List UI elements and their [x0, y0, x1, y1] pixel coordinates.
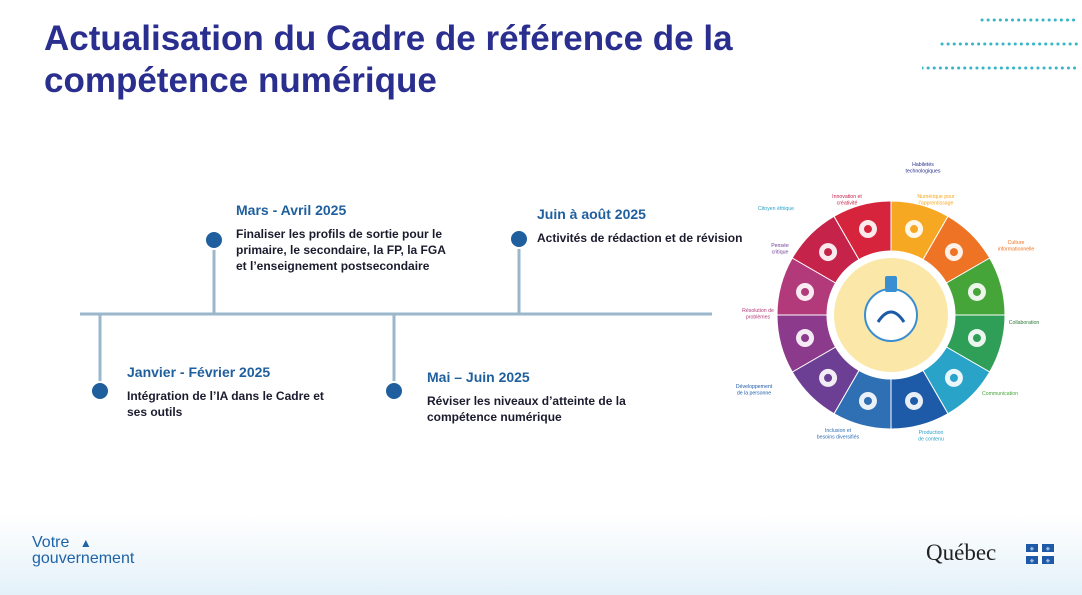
milestone-description: [537, 230, 742, 246]
competence-wheel: [718, 152, 1068, 452]
segment-icon-dot: [910, 397, 918, 405]
description-line: compétence numérique: [427, 410, 562, 424]
description-line: primaire, le secondaire, la FP, la FGA: [236, 243, 446, 257]
segment-icon-dot: [801, 334, 809, 342]
svg-text:⚜: ⚜: [1029, 547, 1035, 553]
footer-band: [0, 515, 1082, 595]
timeline-node-janvier: [91, 382, 109, 400]
logo-line: gouvernement: [32, 550, 135, 567]
quebec-flag-icon: [1026, 544, 1054, 564]
label-resolution: Résolution de problèmes: [742, 308, 774, 321]
svg-text:⚜: ⚜: [1045, 559, 1051, 564]
segment-icon-dot: [864, 225, 872, 233]
milestone-mai-juin: [427, 369, 626, 425]
milestone-date: Mars - Avril 2025: [236, 202, 347, 218]
milestone-description: [236, 226, 446, 274]
svg-text:⚜: ⚜: [1029, 559, 1035, 564]
timeline-node-mars: [205, 231, 223, 249]
description-line: Finaliser les profils de sortie pour le: [236, 227, 443, 241]
label-innovation: Innovation et créativité: [832, 194, 862, 207]
label-culture: Culture informationnelle: [997, 240, 1035, 253]
description-line: et l’enseignement postsecondaire: [236, 259, 430, 273]
description-line: Réviser les niveaux d’atteinte de la: [427, 394, 626, 408]
label-collaboration: Collaboration: [1008, 320, 1040, 326]
title-line-2: compétence numérique: [44, 61, 437, 100]
title-line-1: Actualisation du Cadre de référence de la: [44, 19, 733, 58]
device-icon: [885, 276, 897, 292]
segment-icon-dot: [824, 248, 832, 256]
milestone-date: Janvier - Février 2025: [127, 364, 271, 380]
timeline-node-mai: [385, 382, 403, 400]
milestone-mars-avril: [236, 202, 446, 274]
label-citoyen: Citoyen éthique: [757, 206, 795, 212]
segment-icon-dot: [824, 374, 832, 382]
description-line: Intégration de l’IA dans le Cadre et: [127, 389, 324, 403]
milestone-description: [427, 393, 626, 425]
segment-icon-dot: [950, 374, 958, 382]
votre-gouvernement-logo: [32, 535, 134, 566]
milestone-juin-aout: [537, 206, 742, 246]
label-production: Production de contenu: [918, 430, 944, 443]
label-pensee: Pensée critique: [771, 243, 789, 256]
description-line: ses outils: [127, 405, 183, 419]
timeline-node-juin: [510, 230, 528, 248]
svg-text:⚜: ⚜: [1045, 547, 1051, 553]
drops-icon: ▲: [79, 536, 92, 550]
label-numerique: Numérique pour l’apprentissage: [917, 194, 955, 207]
label-habiletes: Habiletés technologiques: [905, 162, 941, 175]
label-inclusion: Inclusion et besoins diversifiés: [816, 428, 860, 441]
milestone-date: Juin à août 2025: [537, 206, 646, 222]
milestone-janvier-fevrier: [127, 364, 324, 420]
logo-line: Votre: [32, 534, 70, 551]
milestone-description: [127, 388, 324, 420]
segment-icon-dot: [864, 397, 872, 405]
wheel-center-icon: [865, 289, 917, 341]
milestone-date: Mai – Juin 2025: [427, 369, 530, 385]
segment-icon-dot: [801, 288, 809, 296]
label-communication: Communication: [981, 391, 1019, 397]
label-developpement: Développement de la personne: [735, 384, 773, 397]
segment-icon-dot: [910, 225, 918, 233]
segment-icon-dot: [973, 288, 981, 296]
segment-icon-dot: [973, 334, 981, 342]
quebec-wordmark: Québec: [926, 540, 997, 565]
segment-icon-dot: [950, 248, 958, 256]
description-line: Activités de rédaction et de révision: [537, 231, 743, 245]
